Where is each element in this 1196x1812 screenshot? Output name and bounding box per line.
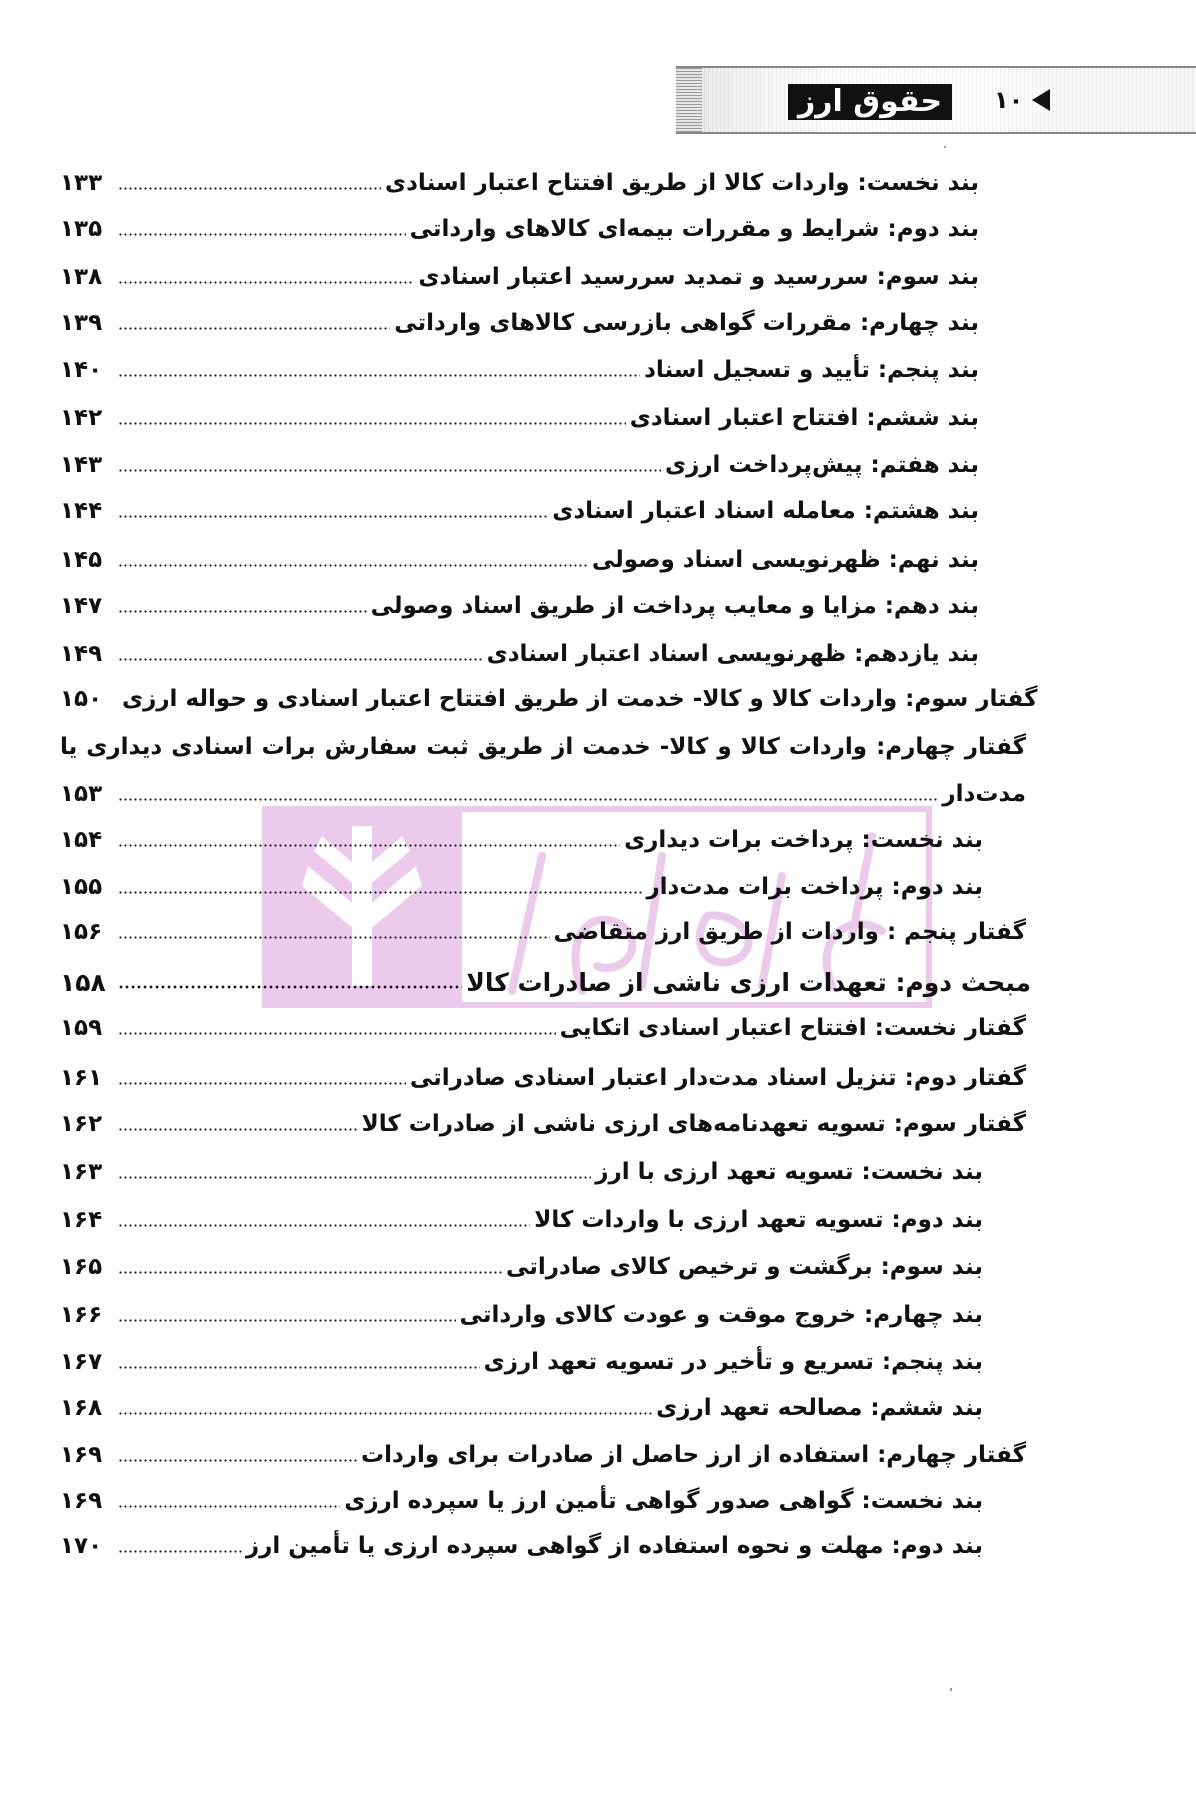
toc-page-number: ۱۶۶	[60, 1302, 103, 1328]
toc-entry[interactable]	[60, 1008, 1026, 1048]
dot-leader	[118, 1271, 502, 1274]
dot-leader	[118, 233, 406, 236]
toc-entry-title: بند نخست: گواهی صدور گواهی تأمین ارز یا سپرده ارزی	[344, 1488, 983, 1514]
toc-entry-title: گفتار پنجم : واردات از طریق ارز متقاضی	[553, 919, 1026, 945]
dot-leader	[118, 469, 661, 472]
toc-entry-title: بند دوم: تسویه تعهد ارزی با واردات کالا	[534, 1207, 983, 1233]
toc-entry[interactable]	[60, 1526, 983, 1566]
toc-page-number: ۱۵۹	[60, 1015, 103, 1041]
toc-page-number: ۱۴۲	[60, 405, 103, 431]
toc-entry[interactable]	[60, 820, 983, 860]
toc-entry[interactable]	[60, 1200, 983, 1240]
dot-leader	[118, 1176, 591, 1179]
toc-entry[interactable]	[60, 1247, 983, 1287]
dot-leader	[118, 798, 938, 801]
toc-entry[interactable]	[60, 1388, 983, 1428]
toc-entry-title: بند نخست: پرداخت برات دیداری	[624, 827, 983, 853]
toc-page-number: ۱۵۳	[60, 781, 103, 807]
toc-entry-title: گفتار نخست: افتتاح اعتبار اسنادی اتکایی	[559, 1015, 1026, 1041]
dot-leader	[118, 891, 642, 894]
toc-entry[interactable]	[60, 163, 979, 203]
toc-entry-title: مدت‌دار	[942, 781, 1026, 807]
toc-entry[interactable]	[60, 727, 1026, 767]
toc-entry[interactable]	[60, 1104, 1026, 1144]
toc-entry-title: بند دوم: شرایط و مقررات بیمه‌ای کالاهای وارداتی	[409, 216, 979, 242]
dot-leader	[118, 936, 550, 939]
toc-entry[interactable]	[60, 540, 979, 580]
toc-entry[interactable]	[60, 445, 979, 485]
toc-entry-title: بند نخست: واردات کالا از طریق افتتاح اعتبار اسنادی	[385, 170, 979, 196]
toc-entry[interactable]	[60, 1295, 983, 1335]
toc-page-number: ۱۴۷	[60, 593, 103, 619]
page-number: ۱۰	[994, 86, 1024, 114]
toc-page-number: ۱۵۴	[60, 827, 103, 853]
toc-entry[interactable]	[60, 350, 979, 390]
dot-leader	[118, 374, 640, 377]
toc-entry[interactable]	[60, 1342, 983, 1382]
toc-page-number: ۱۴۴	[60, 498, 103, 524]
dot-leader	[118, 1224, 530, 1227]
toc-entry-title: بند سوم: سررسید و تمدید سررسید اعتبار اسنادی	[418, 264, 979, 290]
toc-entry-title: گفتار دوم: تنزیل اسناد مدت‌دار اعتبار اسنادی صادراتی	[409, 1065, 1026, 1091]
toc-entry-title: بند پنجم: تسریع و تأخیر در تسویه تعهد ارزی	[483, 1349, 983, 1375]
toc-entry[interactable]	[60, 962, 1031, 1002]
dot-leader	[118, 1128, 358, 1131]
toc-entry-title: بند دوم: مهلت و نحوه استفاده از گواهی سپرده ارزی یا تأمین ارز	[245, 1533, 983, 1559]
toc-page-number: ۱۳۹	[60, 310, 103, 336]
dot-leader	[118, 1032, 556, 1035]
toc-entry-title: بند چهارم: مقررات گواهی بازرسی کالاهای وارداتی	[394, 310, 979, 336]
toc-entry[interactable]	[60, 1058, 1026, 1098]
toc-entry-title: مبحث دوم: تعهدات ارزی ناشی از صادرات کالا	[466, 967, 1031, 997]
toc-entry-title: بند نهم: ظهرنویسی اسناد وصولی	[591, 547, 979, 573]
toc-page-number: ۱۴۰	[60, 357, 103, 383]
toc-page-number: ۱۴۵	[60, 547, 103, 573]
toc-entry-title: گفتار چهارم: واردات کالا و کالا- خدمت از طریق ثبت سفارش برات اسنادی دیداری یا	[60, 734, 1026, 760]
dot-leader	[118, 327, 390, 330]
dot-leader	[118, 515, 548, 518]
dot-leader	[118, 1082, 406, 1085]
toc-page-number: ۱۶۲	[60, 1111, 103, 1137]
toc-entry-title: بند هشتم: معامله اسناد اعتبار اسنادی	[552, 498, 979, 524]
toc-entry[interactable]	[60, 1152, 983, 1192]
toc-entry-title: بند چهارم: خروج موقت و عودت کالای وارداتی	[459, 1302, 983, 1328]
toc-entry-title: بند دوم: پرداخت برات مدت‌دار	[646, 874, 983, 900]
toc-page-number: ۱۶۸	[60, 1395, 103, 1421]
dot-leader	[118, 422, 626, 425]
dot-leader	[118, 610, 367, 613]
toc-entry[interactable]	[60, 586, 979, 626]
toc-entry[interactable]	[60, 257, 979, 297]
dot-leader	[118, 1319, 456, 1322]
toc-page-number: ۱۳۵	[60, 216, 103, 242]
toc-entry-title: گفتار چهارم: استفاده از ارز حاصل از صادرات برای واردات	[360, 1442, 1026, 1468]
toc-entry-title: بند ششم: افتتاح اعتبار اسنادی	[629, 405, 979, 431]
toc-entry-title: گفتار سوم: واردات کالا و کالا- خدمت از طریق افتتاح اعتبار اسنادی و حواله ارزی	[122, 686, 1038, 712]
toc-entry[interactable]	[60, 398, 979, 438]
toc-page-number: ۱۷۰	[60, 1533, 103, 1559]
toc-page-number: ۱۶۷	[60, 1349, 103, 1375]
toc-entry-title: بند هفتم: پیش‌پرداخت ارزی	[665, 452, 979, 478]
toc-page-number: ۱۳۳	[60, 170, 103, 196]
dot-leader	[118, 658, 483, 661]
toc-page-number: ۱۵۸	[60, 967, 106, 997]
dot-leader	[118, 844, 620, 847]
dot-leader	[118, 187, 381, 190]
toc-entry-title: بند یازدهم: ظهرنویسی اسناد اعتبار اسنادی	[486, 641, 979, 667]
dot-leader	[118, 1366, 480, 1369]
toc-page-number: ۱۶۹	[60, 1488, 103, 1514]
dot-leader	[118, 281, 414, 284]
toc-entry[interactable]	[60, 303, 979, 343]
toc-entry[interactable]	[60, 209, 979, 249]
toc-entry[interactable]	[60, 1435, 1026, 1475]
toc-page-number: ۱۳۸	[60, 264, 103, 290]
toc-entry-title: گفتار سوم: تسویه تعهدنامه‌های ارزی ناشی از صادرات کالا	[361, 1111, 1026, 1137]
toc-entry-title: بند پنجم: تأیید و تسجیل اسناد	[644, 357, 979, 383]
toc-page-number: ۱۶۹	[60, 1442, 103, 1468]
book-title: حقوق ارز	[788, 84, 952, 120]
toc-page-number: ۱۶۵	[60, 1254, 103, 1280]
toc-entry[interactable]	[60, 1481, 983, 1521]
dot-leader	[118, 1505, 340, 1508]
dot-leader	[118, 985, 462, 989]
toc-page-number: ۱۶۳	[60, 1159, 103, 1185]
toc-page-number: ۱۵۶	[60, 919, 103, 945]
toc-page-number: ۱۴۹	[60, 641, 103, 667]
toc-entry-title: بند دهم: مزایا و معایب پرداخت از طریق اسناد وصولی	[370, 593, 979, 619]
dot-leader	[118, 1412, 652, 1415]
toc-entry-title: بند سوم: برگشت و ترخیص کالای صادراتی	[505, 1254, 983, 1280]
toc-page-number: ۱۵۵	[60, 874, 103, 900]
dot-leader	[118, 1550, 242, 1553]
dot-leader	[118, 564, 588, 567]
toc-entry[interactable]	[60, 634, 979, 674]
toc-page-number: ۱۶۴	[60, 1207, 103, 1233]
toc-entry[interactable]	[60, 774, 1026, 814]
toc-page-number: ۱۵۰	[60, 686, 103, 712]
toc-entry[interactable]	[60, 491, 979, 531]
toc-entry-title: بند ششم: مصالحه تعهد ارزی	[656, 1395, 983, 1421]
toc-entry[interactable]	[60, 867, 983, 907]
toc-entry[interactable]	[60, 679, 1038, 719]
toc-entry-title: بند نخست: تسویه تعهد ارزی با ارز	[595, 1159, 983, 1185]
toc-page-number: ۱۴۳	[60, 452, 103, 478]
dot-leader	[118, 1459, 357, 1462]
toc-page-number: ۱۶۱	[60, 1065, 103, 1091]
toc-entry[interactable]	[60, 912, 1026, 952]
speck	[950, 1688, 952, 1691]
